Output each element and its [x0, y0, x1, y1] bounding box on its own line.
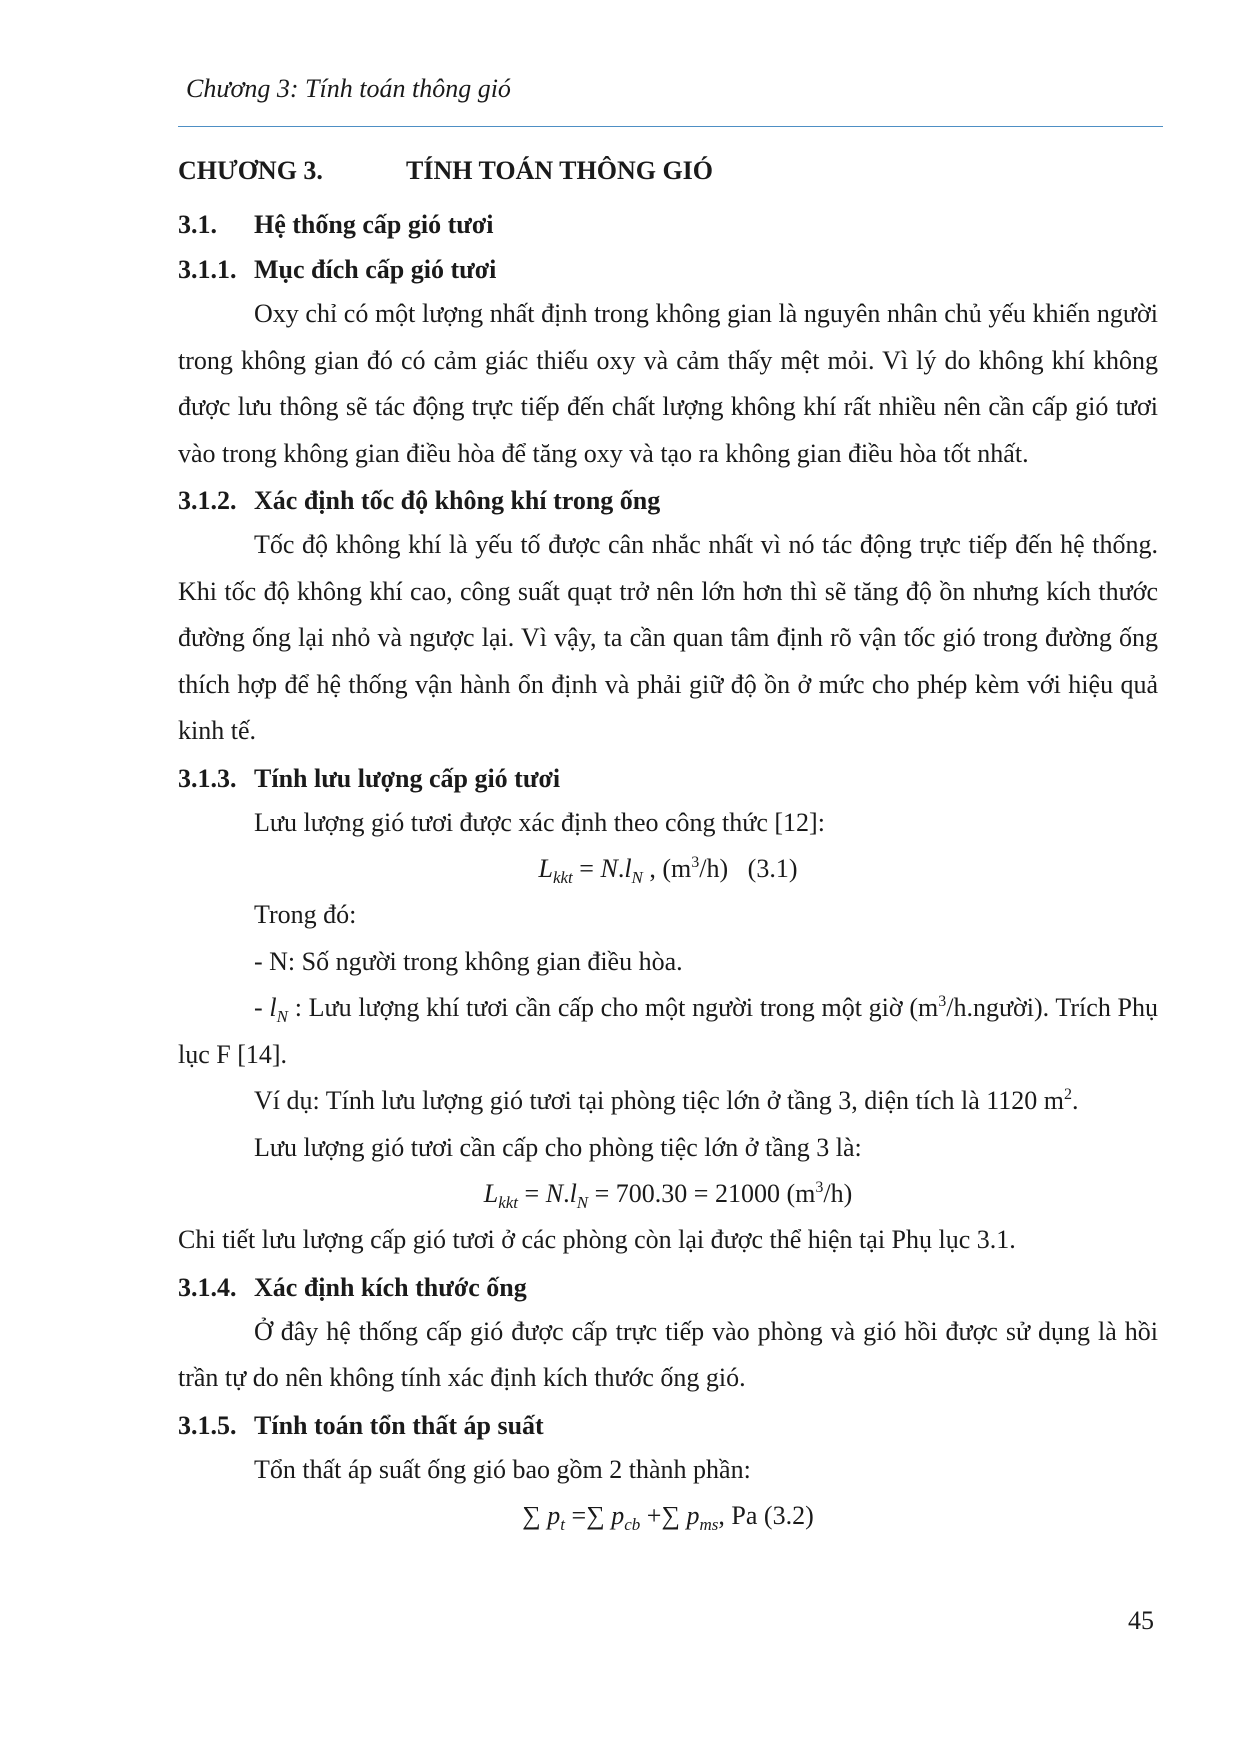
section-number: 3.1.	[178, 210, 217, 239]
subsection-number: 3.1.4.	[178, 1272, 237, 1302]
section-3-1-heading	[178, 210, 1158, 246]
section-3-1-5-heading	[178, 1411, 1158, 1447]
section-3-1-4-heading	[178, 1273, 1158, 1309]
paragraph-3-1-1: Oxy chỉ có một lượng nhất định trong không gian là nguyên nhân chủ yếu khiến người trong không gian đó có cảm giác thiếu oxy và cảm thấy mệt mỏi. Vì lý do không khí không được lưu thông sẽ tác động trực tiếp đến chất lượng không khí rất nhiều nên cần cấp gió tươi vào trong không gian điều hòa để tăng oxy và tạo ra không gian điều hòa tốt nhất.	[178, 299, 1158, 468]
subsection-title: Tính lưu lượng cấp gió tươi	[254, 763, 561, 793]
subsection-title: Mục đích cấp gió tươi	[254, 255, 497, 284]
subsection-number: 3.1.2.	[178, 486, 237, 515]
section-3-1-2-heading	[178, 486, 1158, 522]
definition-n: - N: Số người trong không gian điều hòa.	[254, 946, 683, 976]
formula-3-1: $L_{kkt} = N.l_N$ , $(m^3/h)$ (3.1)	[538, 854, 798, 887]
chapter-heading	[178, 156, 1158, 192]
subsection-number: 3.1.3.	[178, 763, 237, 793]
subsection-number: 3.1.1.	[178, 255, 237, 284]
where-label: Trong đó:	[254, 900, 357, 929]
subsection-number: 3.1.5.	[178, 1410, 237, 1440]
subsection-title: Tính toán tổn thất áp suất	[254, 1410, 544, 1440]
section-3-1-1-heading	[178, 255, 1158, 291]
definition-ln: - $l_N$ : Lưu lượng khí tươi cần cấp cho một người trong một giờ $(m^3/h.người)$. Trích Phụ lục F [14].	[178, 993, 1159, 1069]
header-divider	[178, 126, 1163, 127]
detail-note: Chi tiết lưu lượng cấp gió tươi ở các phòng còn lại được thể hiện tại Phụ lục 3.1.	[178, 1225, 1016, 1254]
subsection-title: Xác định kích thước ống	[254, 1272, 527, 1302]
equation-number: (3.1)	[747, 854, 798, 883]
page-content	[178, 156, 1158, 1539]
running-header: Chương 3: Tính toán thông gió	[186, 74, 511, 103]
chapter-number: CHƯƠNG 3.	[178, 156, 323, 185]
paragraph-3-1-2: Tốc độ không khí là yếu tố được cân nhắc nhất vì nó tác động trực tiếp đến hệ thống. Khi tốc độ không khí cao, công suất quạt trở nên lớn hơn thì sẽ tăng độ ồn nhưng kích thước đường ống lại nhỏ và ngược lại. Vì vậy, ta cần quan tâm định rõ vận tốc gió trong đường ống thích hợp để hệ thống vận hành ổn định và phải giữ độ ồn ở mức cho phép kèm với hiệu quả kinh tế.	[178, 530, 1158, 745]
section-title: Hệ thống cấp gió tươi	[254, 210, 494, 239]
paragraph-3-1-4: Ở đây hệ thống cấp gió được cấp trực tiếp vào phòng và gió hồi được sử dụng là hồi trần tự do nên không tính xác định kích thước ống gió.	[178, 1316, 1158, 1392]
chapter-title: TÍNH TOÁN THÔNG GIÓ	[406, 156, 714, 185]
example-need: Lưu lượng gió tươi cần cấp cho phòng tiệc lớn ở tầng 3 là:	[254, 1132, 862, 1162]
page-number: 45	[1128, 1606, 1154, 1635]
formula-3-2: ∑ $p_t$ =∑ $p_{cb}$ +∑ $p_{ms}$, Pa (3.2)	[522, 1501, 814, 1534]
formula-intro: Lưu lượng gió tươi được xác định theo công thức [12]:	[254, 807, 825, 837]
example-statement: Ví dụ: Tính lưu lượng gió tươi tại phòng tiệc lớn ở tầng 3, diện tích là 1120 $m^2$.	[254, 1086, 1079, 1115]
formula-example: $L_{kkt} = N.l_N = 700.30 = 21000$ $(m^3/h)$	[483, 1179, 853, 1212]
subsection-title: Xác định tốc độ không khí trong ống	[254, 486, 661, 515]
section-3-1-3-heading	[178, 764, 1158, 800]
pressure-intro: Tổn thất áp suất ống gió bao gồm 2 thành phần:	[254, 1454, 751, 1484]
